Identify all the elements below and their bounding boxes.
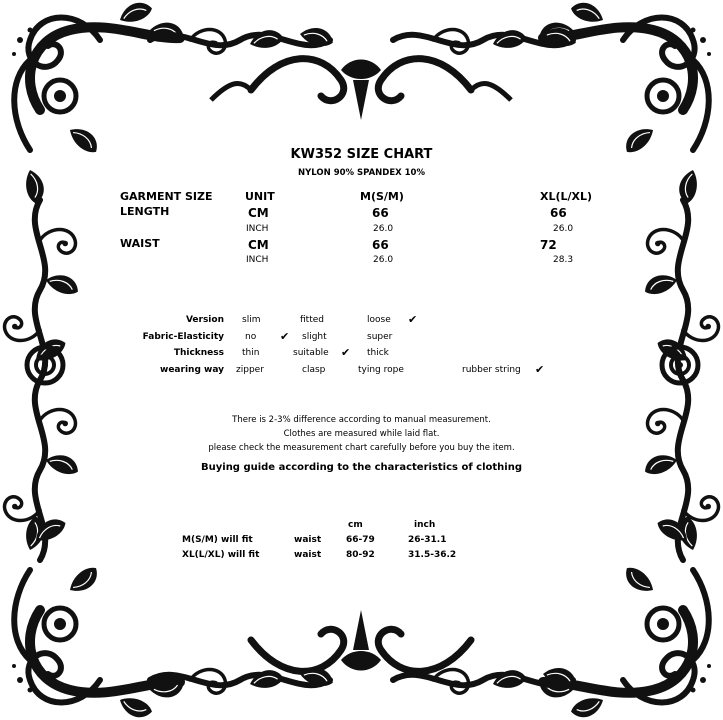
- char-elasticity-label: Fabric-Elasticity: [142, 332, 224, 342]
- guide-row-m-inch: 26-31.1: [408, 535, 447, 545]
- guide-row-xl-part: waist: [294, 550, 322, 560]
- header-size-xl: XL(L/XL): [540, 190, 593, 203]
- row-waist-cm-m: 66: [372, 238, 389, 252]
- material-text: NYLON 90% SPANDEX 10%: [298, 168, 425, 178]
- buying-guide-title: Buying guide according to the characteristics of clothing: [201, 462, 522, 473]
- row-waist-inch-xl: 28.3: [553, 255, 574, 265]
- guide-col-cm: cm: [348, 520, 363, 530]
- char-version-opt-slim: slim: [242, 315, 261, 325]
- char-wearing-opt-rubber-string: rubber string: [462, 365, 521, 375]
- char-wearing-opt-tying-rope: tying rope: [358, 365, 404, 375]
- row-length-inch-xl: 26.0: [553, 224, 574, 234]
- char-thickness-opt-thin: thin: [242, 348, 260, 358]
- note-line-2: Clothes are measured while laid flat.: [283, 429, 440, 439]
- row-waist-inch-m: 26.0: [373, 255, 394, 265]
- char-thickness-label: Thickness: [173, 348, 224, 358]
- guide-row-xl-inch: 31.5-36.2: [408, 550, 457, 560]
- char-version-opt-loose: loose: [367, 315, 391, 325]
- row-length-cm-xl: 66: [550, 206, 567, 220]
- check-icon: ✔: [341, 346, 351, 359]
- char-elasticity-opt-no: no: [245, 332, 257, 342]
- char-wearing-opt-clasp: clasp: [302, 365, 326, 375]
- guide-row-xl-size: XL(L/XL) will fit: [182, 550, 260, 560]
- check-icon: ✔: [535, 363, 545, 376]
- check-icon: ✔: [408, 313, 418, 326]
- row-length-cm-m: 66: [372, 206, 389, 220]
- note-line-1: There is 2-3% difference according to manual measurement.: [232, 415, 491, 425]
- char-elasticity-opt-super: super: [367, 332, 393, 342]
- guide-col-inch: inch: [414, 520, 436, 530]
- check-icon: ✔: [280, 330, 290, 343]
- char-wearing-opt-zipper: zipper: [236, 365, 264, 375]
- header-garment-size: GARMENT SIZE: [120, 190, 213, 203]
- guide-row-m-cm: 66-79: [346, 535, 375, 545]
- char-thickness-opt-suitable: suitable: [293, 348, 329, 358]
- row-length-label: LENGTH: [120, 205, 170, 218]
- char-wearing-label: wearing way: [160, 365, 224, 375]
- char-elasticity-opt-slight: slight: [302, 332, 327, 342]
- row-length-inch-m: 26.0: [373, 224, 394, 234]
- row-length-cm-unit: CM: [248, 206, 269, 220]
- guide-row-m-part: waist: [294, 535, 322, 545]
- guide-row-xl-cm: 80-92: [346, 550, 375, 560]
- row-waist-label: WAIST: [120, 237, 160, 250]
- row-length-inch-unit: INCH: [246, 224, 269, 234]
- row-waist-cm-unit: CM: [248, 238, 269, 252]
- guide-row-m-size: M(S/M) will fit: [182, 535, 253, 545]
- row-waist-inch-unit: INCH: [246, 255, 269, 265]
- char-version-opt-fitted: fitted: [300, 315, 324, 325]
- row-waist-cm-xl: 72: [540, 238, 557, 252]
- page-title: KW352 SIZE CHART: [290, 147, 433, 162]
- header-size-m: M(S/M): [360, 190, 404, 203]
- char-version-label: Version: [185, 315, 224, 325]
- note-line-3: please check the measurement chart carefully before you buy the item.: [208, 443, 515, 453]
- header-unit: UNIT: [245, 190, 275, 203]
- char-thickness-opt-thick: thick: [367, 348, 389, 358]
